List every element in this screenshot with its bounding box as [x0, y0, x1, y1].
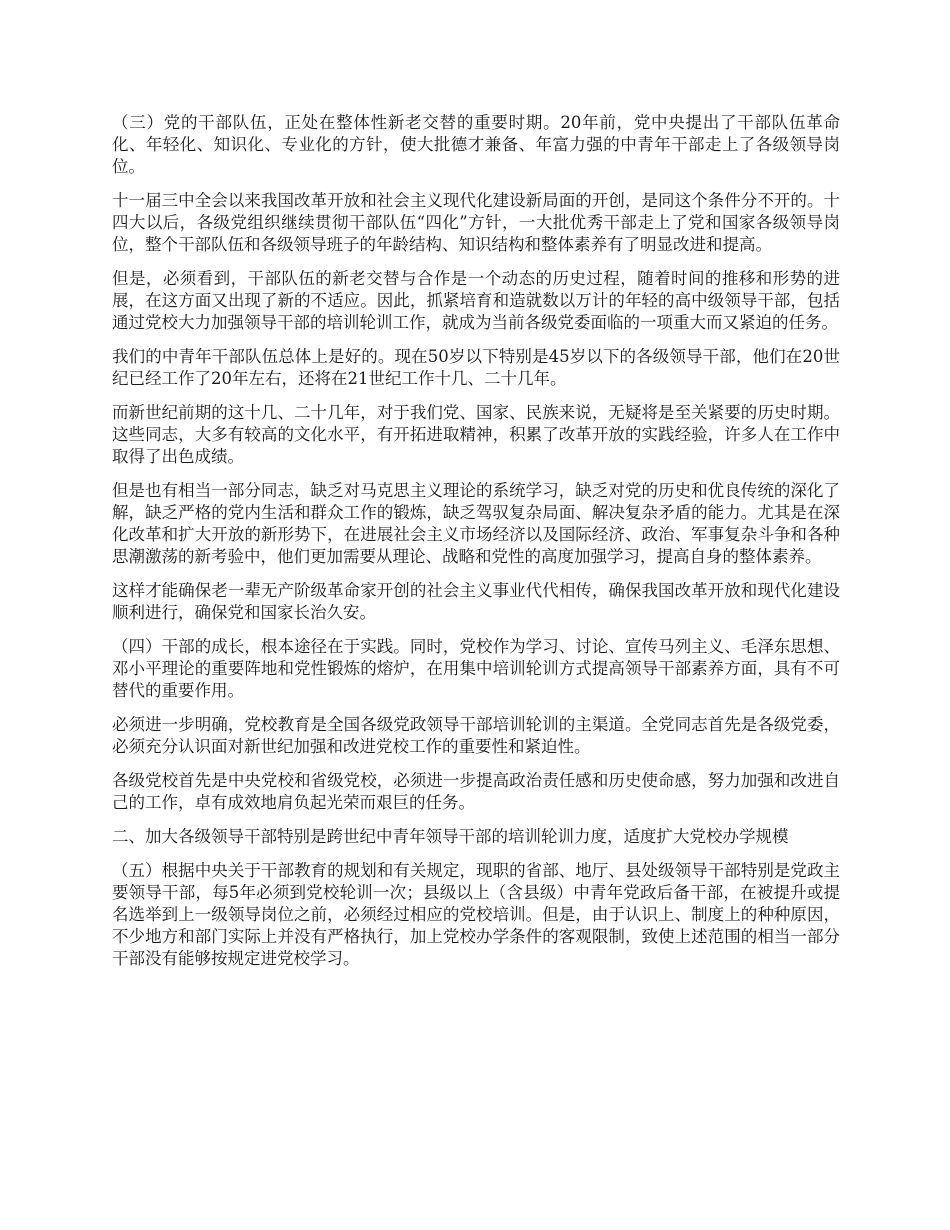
paragraph-succession: 这样才能确保老一辈无产阶级革命家开创的社会主义事业代代相传，确保我国改革开放和现代化建设顺利进行，确保党和国家长治久安。	[112, 581, 840, 622]
heading-section-two: 二、加大各级领导干部特别是跨世纪中青年领导干部的培训轮训力度，适度扩大党校办学规模	[112, 827, 789, 846]
paragraph-party-schools: 各级党校首先是中央党校和省级党校，必须进一步提高政治责任感和历史使命感，努力加强和改进自己的工作，卓有成效地肩负起光荣而艰巨的任务。	[112, 771, 840, 812]
document-body	[112, 112, 840, 982]
paragraph-main-channel: 必须进一步明确，党校教育是全国各级党政领导干部培训轮训的主渠道。全党同志首先是各级党委，必须充分认识面对新世纪加强和改进党校工作的重要性和紧迫性。	[112, 715, 840, 756]
paragraph-shortcomings: 但是也有相当一部分同志，缺乏对马克思主义理论的系统学习，缺乏对党的历史和优良传统的深化了解，缺乏严格的党内生活和群众工作的锻炼，缺乏驾驭复杂局面、解决复杂矛盾的能力。尤其是在深化改革和扩大开放的新形势下，在进展社会主义市场经济以及国际经济、政治、军事复杂斗争和各种思潮激荡的新考验中，他们更加需要从理论、战略和党性的高度加强学习，提高自身的整体素养。	[112, 481, 840, 566]
paragraph-section-3-intro: （三）党的干部队伍，正处在整体性新老交替的重要时期。20年前，党中央提出了干部队伍革命化、年轻化、知识化、专业化的方针，使大批德才兼备、年富力强的中青年干部走上了各级领导岗位。	[112, 113, 840, 176]
paragraph-new-old-transition: 但是，必须看到，干部队伍的新老交替与合作是一个动态的历史过程，随着时间的推移和形势的进展，在这方面又出现了新的不适应。因此，抓紧培育和造就数以万计的年轻的高中级领导干部，包括通过党校大力加强领导干部的培训轮训工作，就成为当前各级党委面临的一项重大而又紧迫的任务。	[112, 269, 840, 332]
paragraph-young-cadres: 我们的中青年干部队伍总体上是好的。现在50岁以下特别是45岁以下的各级领导干部，他们在20世纪已经工作了20年左右，还将在21世纪工作十几、二十几年。	[112, 347, 840, 388]
paragraph-reform-opening: 十一届三中全会以来我国改革开放和社会主义现代化建设新局面的开创，是同这个条件分不开的。十四大以后，各级党组织继续贯彻干部队伍“四化”方针，一大批优秀干部走上了党和国家各级领导岗位，整个干部队伍和各级领导班子的年龄结构、知识结构和整体素养有了明显改进和提高。	[112, 191, 840, 254]
paragraph-section-4-practice: （四）干部的成长，根本途径在于实践。同时，党校作为学习、讨论、宣传马列主义、毛泽东思想、邓小平理论的重要阵地和党性锻炼的熔炉，在用集中培训轮训方式提高领导干部素养方面，具有不可替代的重要作用。	[112, 637, 840, 700]
paragraph-section-5-rotation: （五）根据中央关于干部教育的规划和有关规定，现职的省部、地厅、县处级领导干部特别是党政主要领导干部，每5年必须到党校轮训一次；县级以上（含县级）中青年党政后备干部，在被提升或提名选举到上一级领导岗位之前，必须经过相应的党校培训。但是，由于认识上、制度上的种种原因，不少地方和部门实际上并没有严格执行，加上党校办学条件的客观限制，致使上述范围的相当一部分干部没有能够按规定进党校学习。	[112, 861, 840, 968]
paragraph-new-century: 而新世纪前期的这十几、二十几年，对于我们党、国家、民族来说，无疑将是至关紧要的历史时期。这些同志，大多有较高的文化水平，有开拓进取精神，积累了改革开放的实践经验，许多人在工作中取得了出色成绩。	[112, 403, 840, 466]
